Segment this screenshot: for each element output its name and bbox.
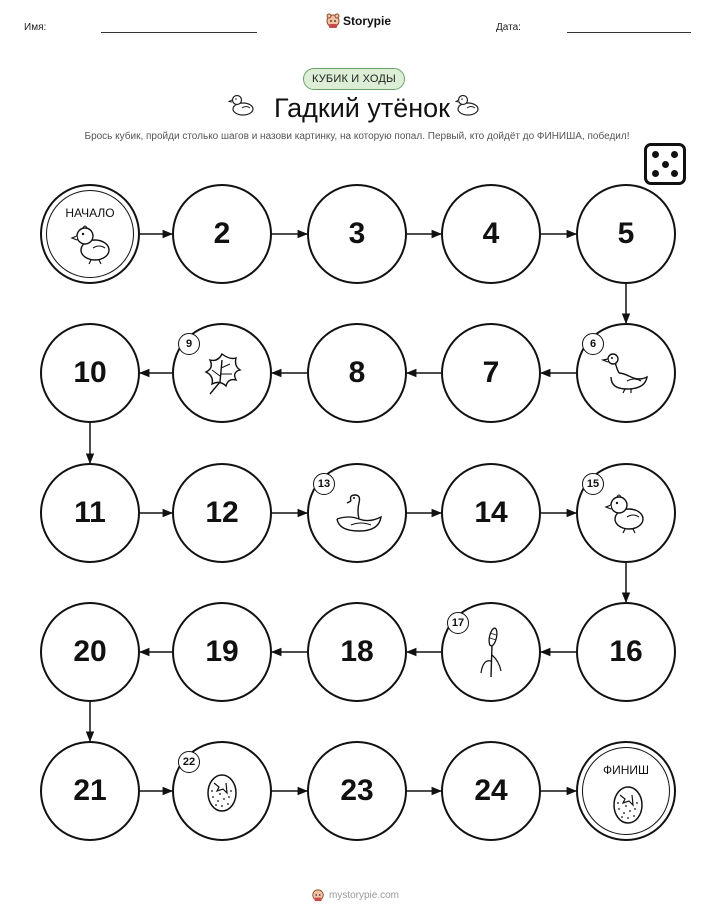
footer-url: mystorypie.com [329,889,400,901]
cell-number: 3 [348,217,366,250]
game-type-badge: КУБИК И ХОДЫ [303,68,405,90]
duck-icon [601,351,651,395]
cell-number: 2 [213,217,231,250]
cell-number: 24 [474,774,508,807]
number-cell [40,602,140,702]
reed-icon [477,625,505,679]
egg-icon [610,781,646,825]
cell-number: 10 [73,356,107,389]
page-title: Гадкий утёнок [274,93,450,123]
picture-cell [576,323,676,423]
number-cell [40,323,140,423]
leaf-icon [200,350,244,396]
number-cell [307,602,407,702]
footer [311,888,399,902]
number-cell [441,741,541,841]
number-cell [172,602,272,702]
finish-label: ФИНИШ [602,763,650,777]
storypie-mascot-icon [311,888,325,902]
cell-number: 11 [74,496,106,529]
cell-number-badge: 15 [582,473,604,495]
cell-number: 4 [482,217,500,250]
picture-cell [441,602,541,702]
cell-number-badge: 9 [178,333,200,355]
picture-cell [172,323,272,423]
cell-number-badge: 17 [447,612,469,634]
cell-number: 8 [348,356,366,389]
duckling-icon [603,491,649,535]
number-cell [576,184,676,284]
picture-cell [172,741,272,841]
brand-name: Storypie [343,14,392,28]
cell-number: 7 [482,356,500,389]
date-label: Дата: [496,22,521,33]
cell-number: 12 [205,496,239,529]
picture-cell [576,463,676,563]
number-cell [172,184,272,284]
cell-number: 21 [73,774,107,807]
swan-icon [329,491,385,535]
cell-number: 20 [73,635,107,668]
number-cell [307,323,407,423]
number-cell [307,741,407,841]
cell-number: 23 [340,774,374,807]
start-label: НАЧАЛО [65,206,115,220]
number-cell [576,602,676,702]
cell-number: 14 [474,496,508,529]
cell-number-badge: 22 [178,751,200,773]
finish-cell [576,741,676,841]
cell-number-badge: 13 [313,473,335,495]
number-cell [441,463,541,563]
number-cell [40,741,140,841]
name-label: Имя: [24,22,47,33]
instructions: Брось кубик, пройди столько шагов и назови картинку, на которую попал. Первый, кто дойдёт до ФИНИША, победил! [84,131,630,142]
egg-icon [204,769,240,813]
start-cell [40,184,140,284]
cell-number: 18 [340,635,374,668]
number-cell [40,463,140,563]
number-cell [307,184,407,284]
number-cell [172,463,272,563]
picture-cell [307,463,407,563]
cell-number-badge: 6 [582,333,604,355]
cell-number: 19 [205,635,239,668]
cell-number: 16 [609,635,643,668]
number-cell [441,184,541,284]
cell-number: 5 [617,217,635,250]
number-cell [441,323,541,423]
duckling-icon [69,222,115,266]
